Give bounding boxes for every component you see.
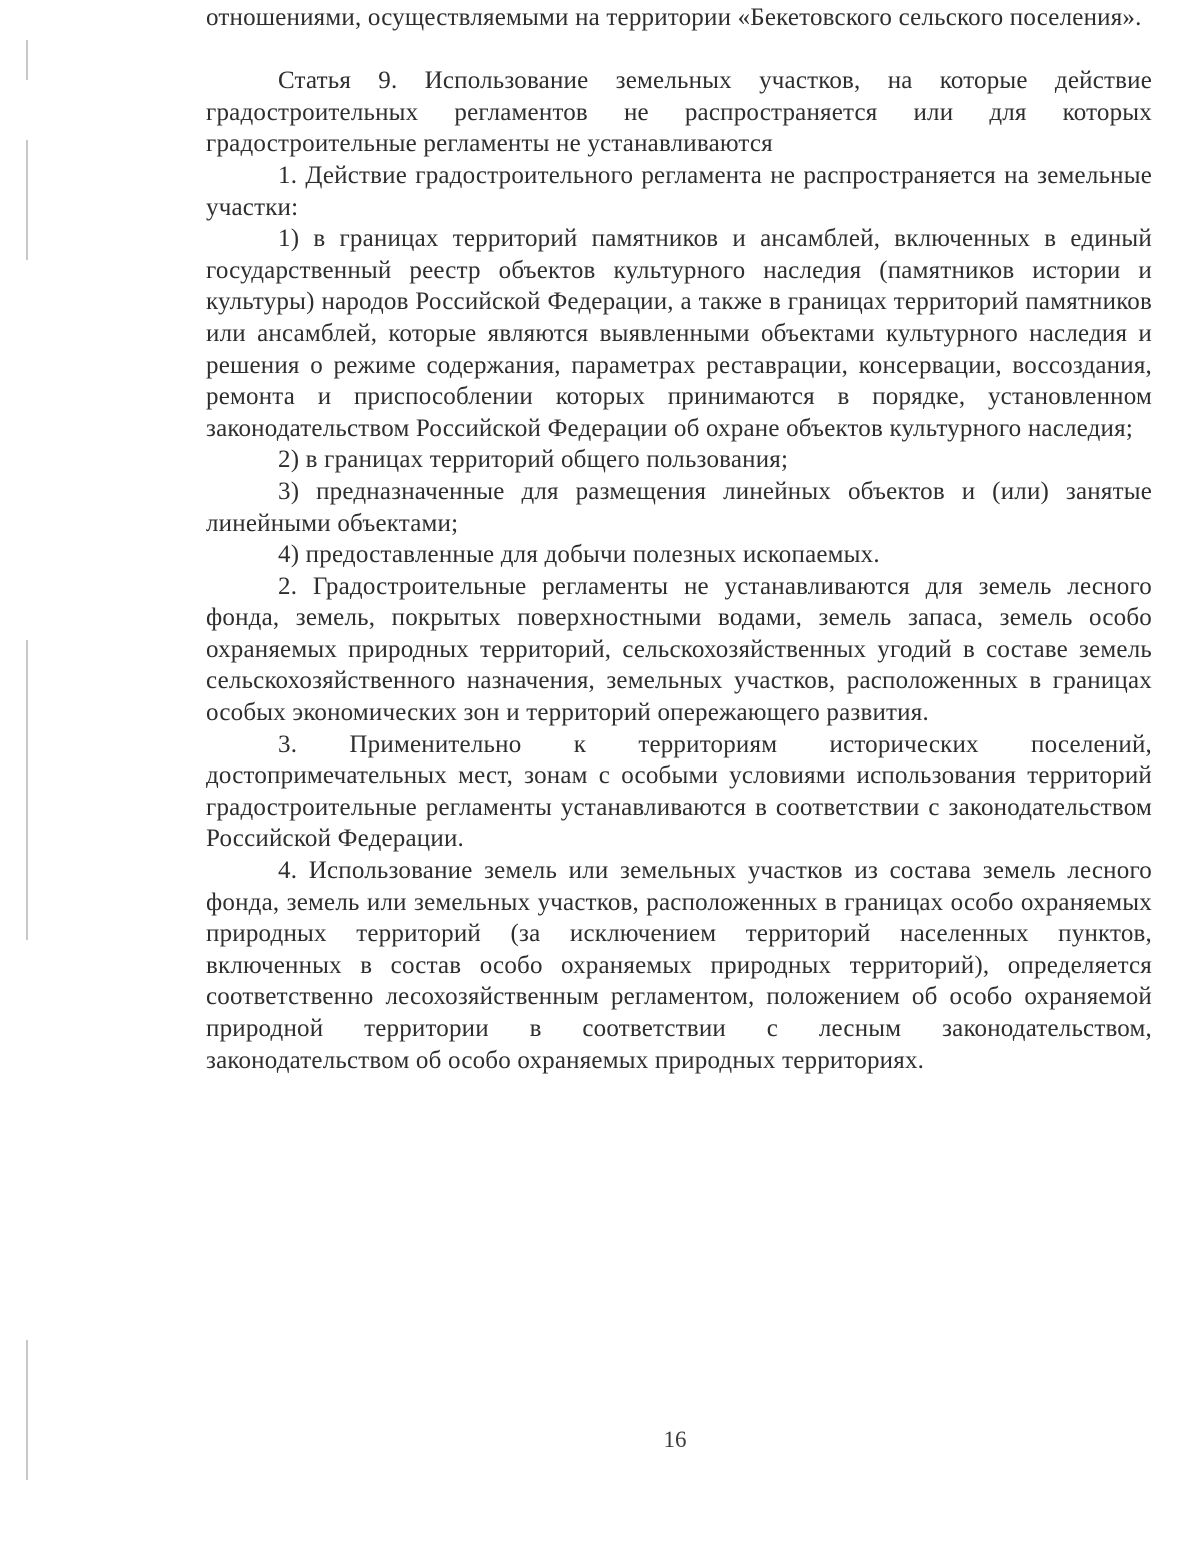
paragraph-clause-2: 2. Градостроительные регламенты не устанавливаются для земель лесного фонда, земель, покрытых поверхностными водами, земель запаса, земель особо охраняемых природных территорий, сельскохозяйственных угодий в составе земель сельскохозяйственного назначения, земельных участков, расположенных в границах особых экономических зон и территорий опережающего развития. — [206, 572, 1152, 727]
paragraph-item-1: 1) в границах территорий памятников и ансамблей, включенных в единый государственный реестр объектов культурного наследия (памятников истории и культуры) народов Российской Федерации, а также в границах территорий памятников или ансамблей, которые являются выявленными объектами культурного наследия и решения о режиме содержания, параметрах реставрации, консервации, воссоздания, ремонта и приспособлении которых принимаются в порядке, установленном законодательством Российской Федерации об охране объектов культурного наследия; — [206, 225, 1152, 442]
scan-artifact-line — [26, 40, 28, 80]
paragraph-item-3: 3) предназначенные для размещения линейных объектов и (или) занятые линейными объектами; — [206, 477, 1152, 537]
paragraph-clause-4: 4. Использование земель или земельных участков из состава земель лесного фонда, земель или земельных участков, расположенных в границах особо охраняемых природных территорий (за исключением территорий населенных пунктов, включенных в состав особо охраняемых природных территорий), определяется соответственно лесохозяйственным регламентом, положением об особо охраняемой природной территории в соответствии с лесным законодательством, законодательством об особо охраняемых природных территориях. — [206, 857, 1152, 1074]
article-9-heading: Статья 9. Использование земельных участков, на которые действие градостроительных регламентов не распространяется или для которых градостроительные регламенты не устанавливаются — [206, 67, 1152, 158]
page-number: 16 — [663, 1427, 687, 1452]
paragraph-continuation: отношениями, осуществляемыми на территории «Бекетовского сельского поселения». — [206, 4, 1142, 31]
scan-artifact-line — [26, 1340, 28, 1480]
scan-artifact-line — [26, 640, 28, 940]
paragraph-item-4: 4) предоставленные для добычи полезных ископаемых. — [278, 541, 880, 569]
paragraph-clause-3: 3. Применительно к территориям исторических поселений, достопримечательных мест, зонам с особыми условиями использования территорий градостроительные регламенты устанавливаются в соответствии с законодательством Российской Федерации. — [206, 730, 1152, 853]
paragraph-item-2: 2) в границах территорий общего пользования; — [278, 446, 789, 474]
document-body — [206, 2, 1152, 1076]
paragraph-clause-1: 1. Действие градостроительного регламента не распространяется на земельные участки: — [206, 161, 1152, 221]
scan-artifact-line — [26, 140, 28, 260]
